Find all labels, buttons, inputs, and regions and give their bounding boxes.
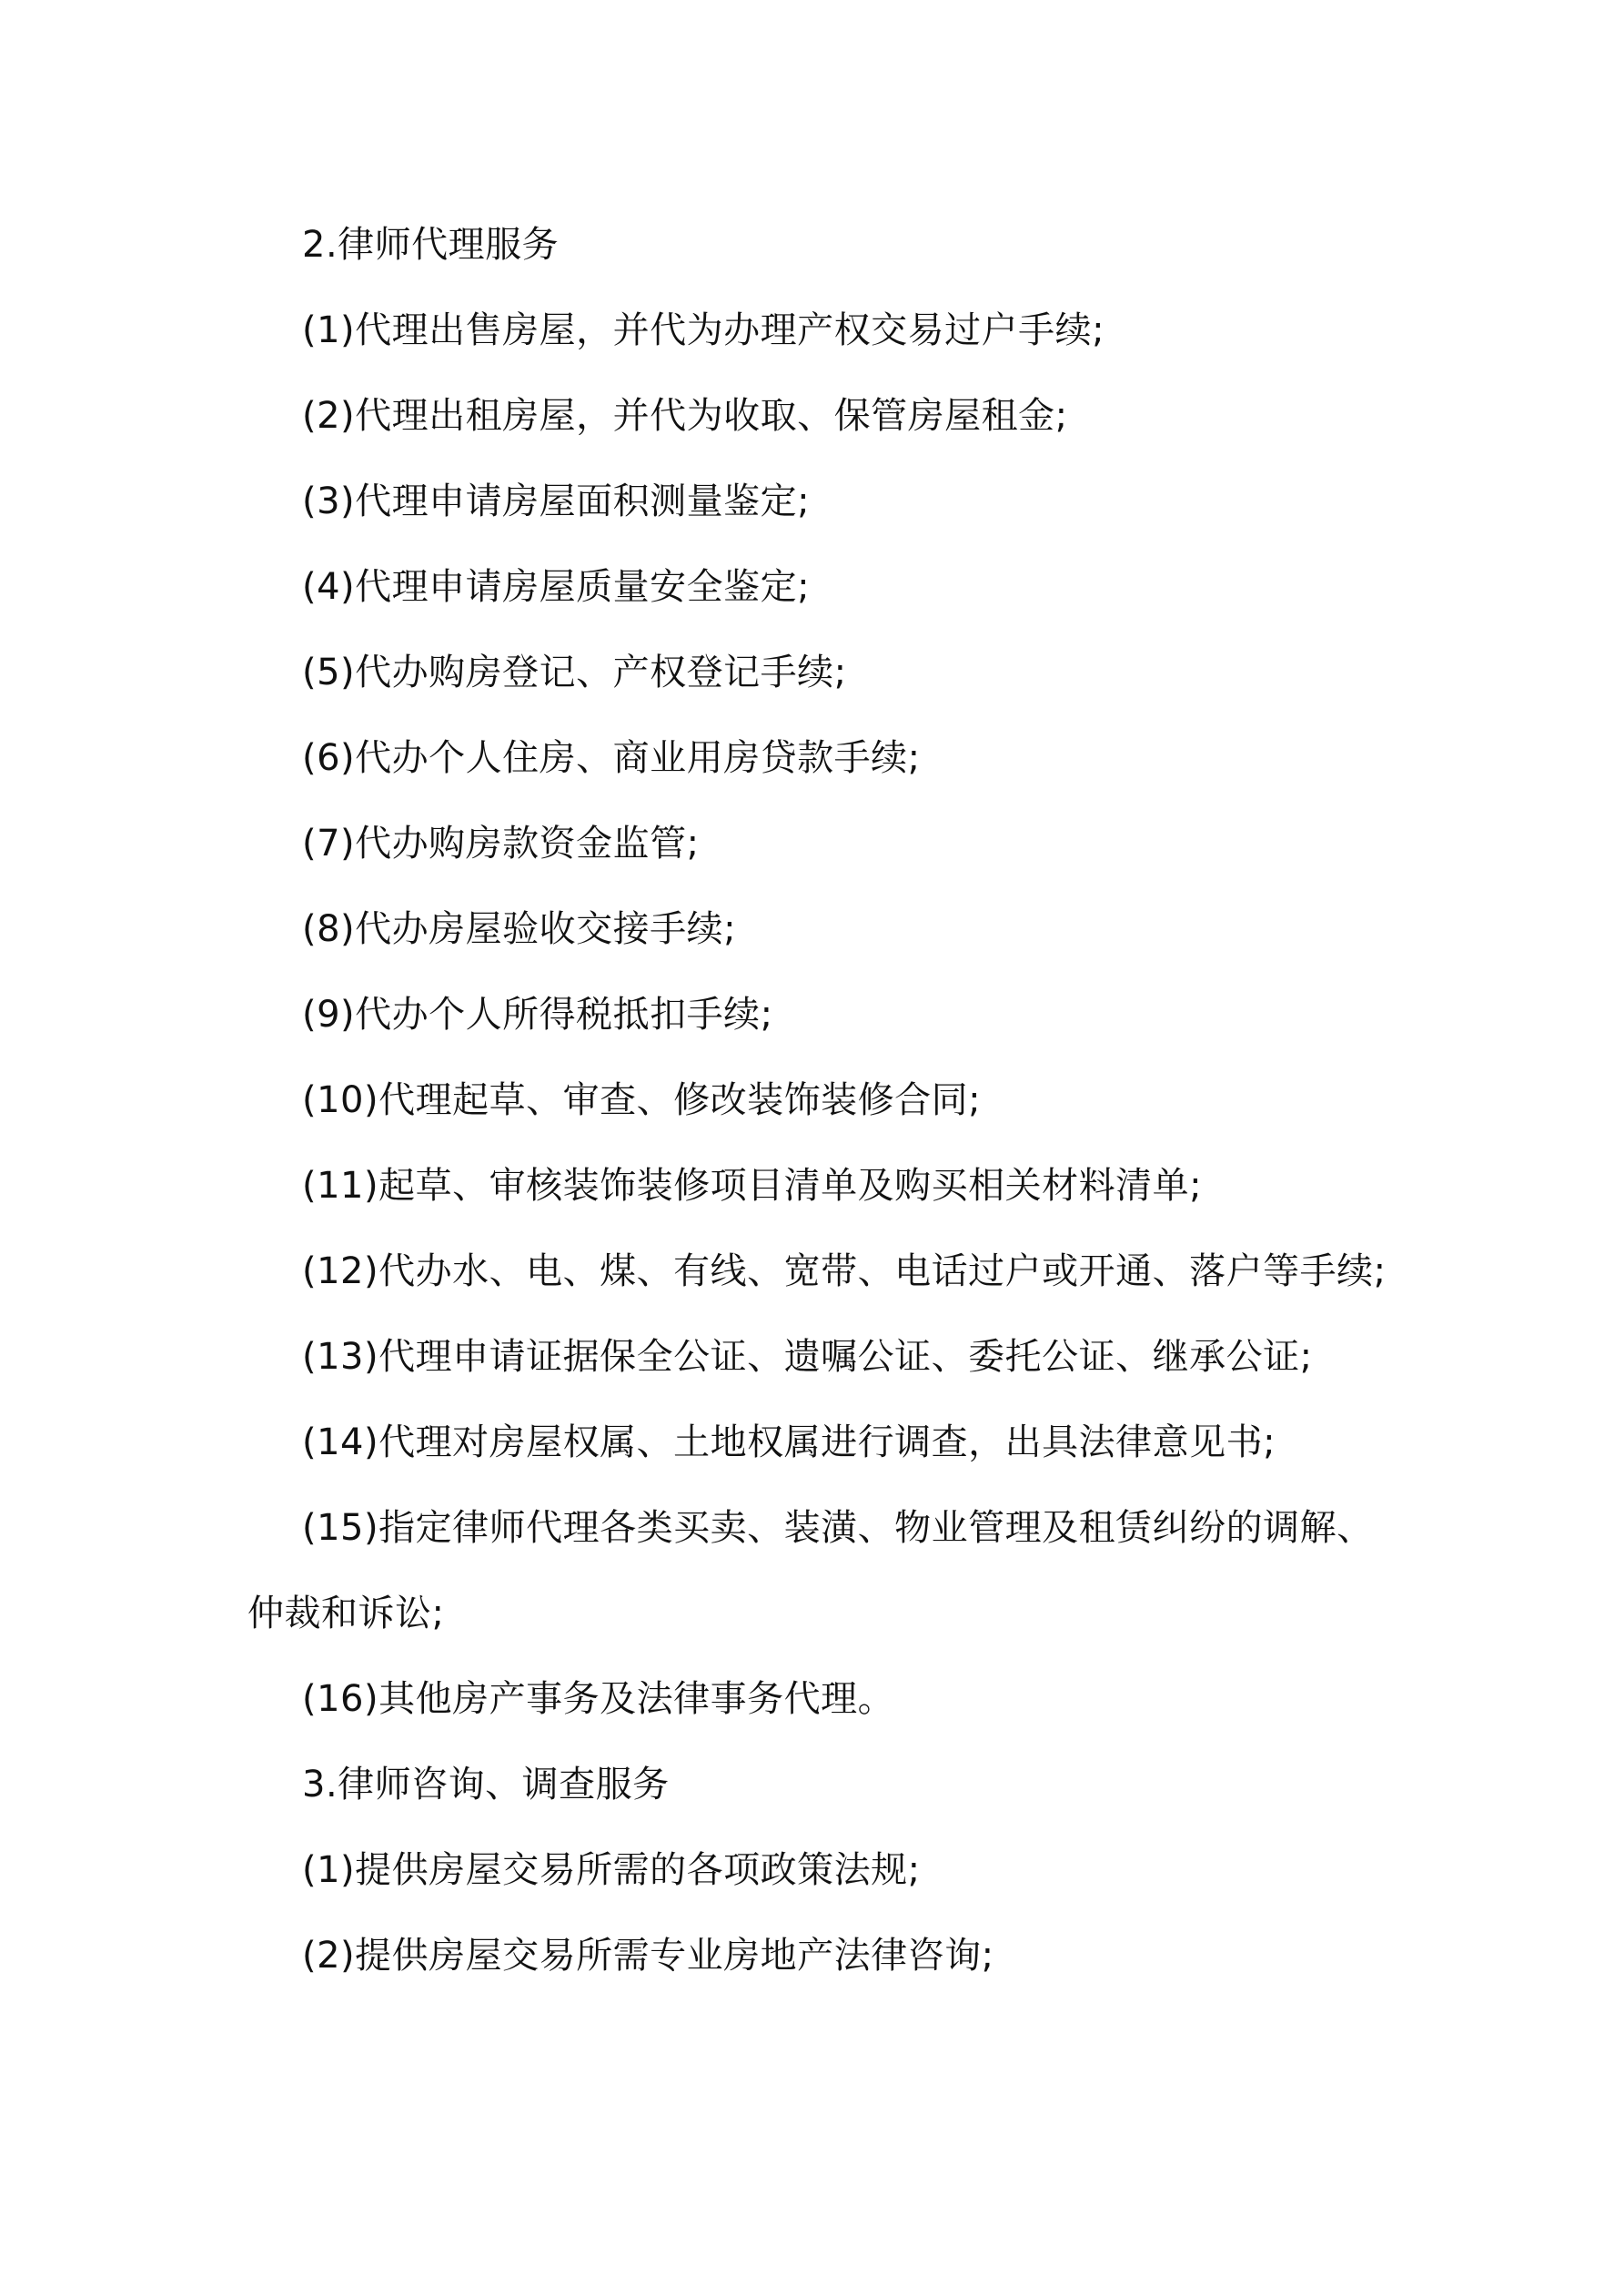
list-item: (9)代办个人所得税抵扣手续; xyxy=(302,994,773,1036)
list-item: (2)提供房屋交易所需专业房地产法律咨询; xyxy=(302,1935,994,1977)
list-item: (13)代理申请证据保全公证、遗嘱公证、委托公证、继承公证; xyxy=(302,1336,1313,1378)
list-item: (1)代理出售房屋，并代为办理产权交易过户手续; xyxy=(302,309,1105,351)
list-item: (5)代办购房登记、产权登记手续; xyxy=(302,652,847,693)
list-item: (12)代办水、电、煤、有线、宽带、电话过户或开通、落户等手续; xyxy=(302,1250,1387,1292)
list-item: (4)代理申请房屋质量安全鉴定; xyxy=(302,566,811,608)
list-item: (11)起草、审核装饰装修项目清单及购买相关材料清单; xyxy=(302,1165,1203,1207)
list-item: (8)代办房屋验收交接手续; xyxy=(302,908,737,950)
list-item: (6)代办个人住房、商业用房贷款手续; xyxy=(302,737,921,779)
list-item: (10)代理起草、审查、修改装饰装修合同; xyxy=(302,1079,982,1121)
list-item: (7)代办购房款资金监管; xyxy=(302,823,700,865)
list-item: (14)代理对房屋权属、土地权属进行调查，出具法律意见书; xyxy=(302,1421,1276,1463)
section-heading-consulting: 3.律师咨询、调查服务 xyxy=(302,1764,670,1805)
list-item: (15)指定律师代理各类买卖、装潢、物业管理及租赁纠纷的调解、仲裁和诉讼; xyxy=(247,1507,1374,1634)
document-body xyxy=(247,202,1394,1998)
list-item: (16)其他房产事务及法律事务代理。 xyxy=(302,1678,895,1720)
list-item: (1)提供房屋交易所需的各项政策法规; xyxy=(302,1849,921,1891)
list-item: (3)代理申请房屋面积测量鉴定; xyxy=(302,480,811,522)
list-item: (2)代理出租房屋，并代为收取、保管房屋租金; xyxy=(302,395,1068,437)
section-heading-lawyer-agency: 2.律师代理服务 xyxy=(302,224,560,266)
